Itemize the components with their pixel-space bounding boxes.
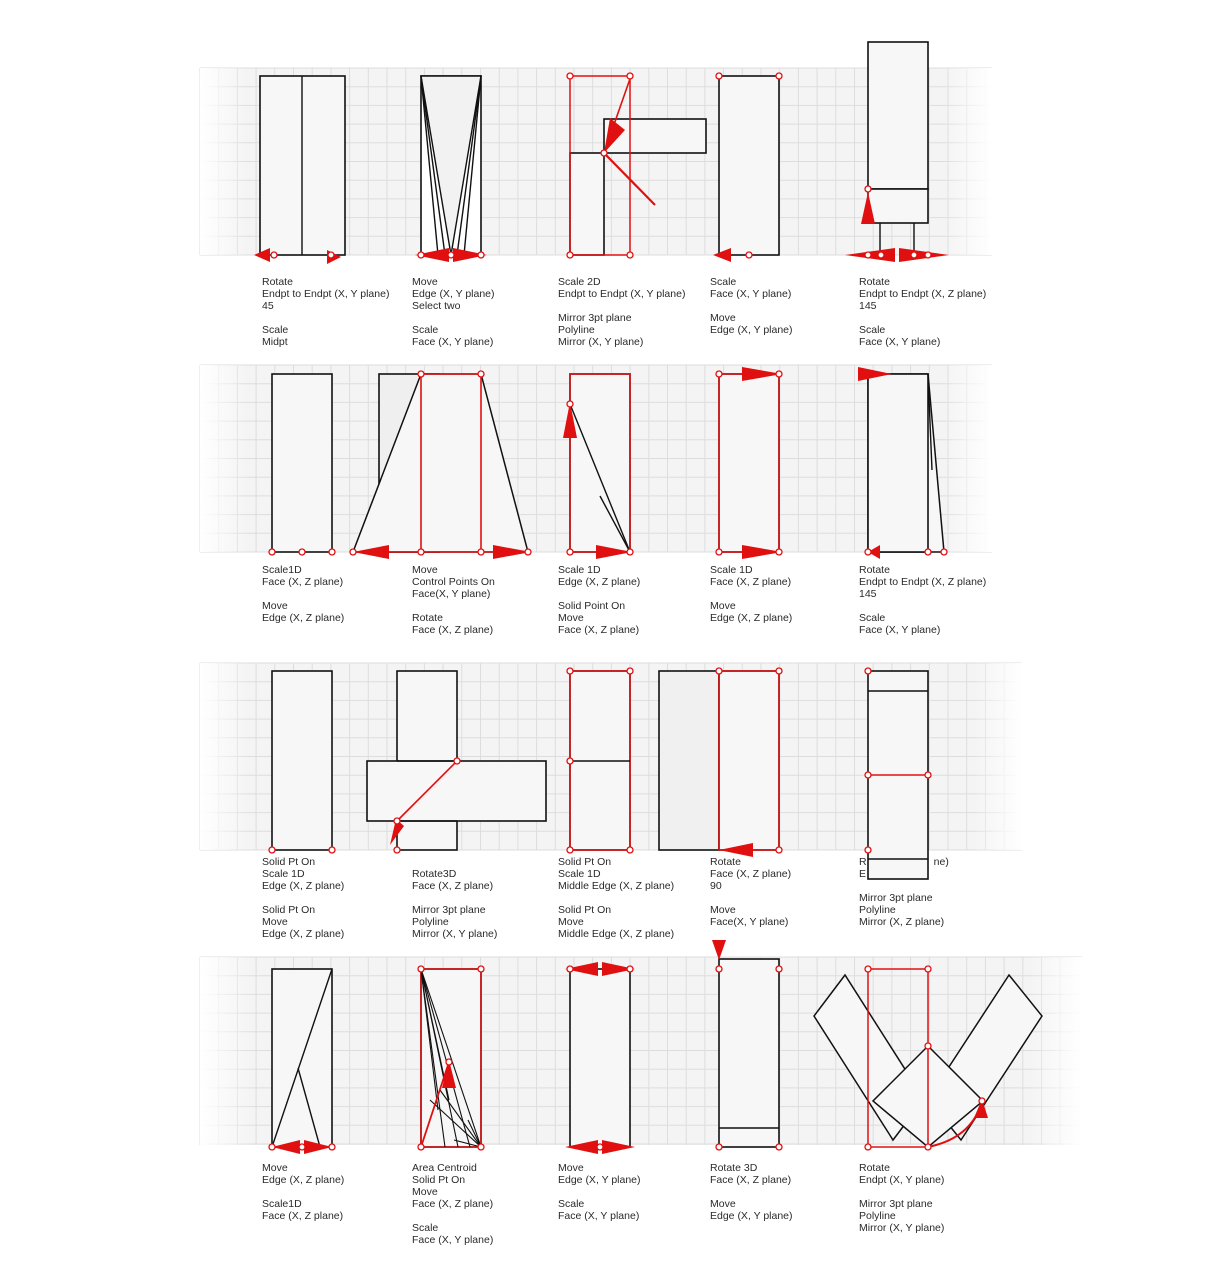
- control-point: [627, 549, 633, 555]
- caption-r1c4: Scale Face (X, Y plane) Move Edge (X, Y plane): [710, 276, 793, 336]
- control-point: [478, 252, 484, 258]
- block-face: [719, 671, 779, 850]
- control-point: [418, 549, 424, 555]
- block-face: [272, 374, 332, 552]
- control-point: [878, 252, 884, 258]
- control-point: [627, 966, 633, 972]
- caption-r2c4: Scale 1D Face (X, Z plane) Move Edge (X, Z plane): [710, 564, 793, 624]
- caption-r3c3: Solid Pt On Scale 1D Middle Edge (X, Z plane) Solid Pt On Move Middle Edge (X, Z plane): [558, 856, 675, 940]
- caption-r3c1: Solid Pt On Scale 1D Edge (X, Z plane) Solid Pt On Move Edge (X, Z plane): [262, 856, 345, 940]
- caption-r4c2: Area Centroid Solid Pt On Move Face (X, Z plane) Scale Face (X, Y plane): [412, 1162, 494, 1246]
- control-point: [925, 966, 931, 972]
- control-point: [350, 549, 356, 555]
- control-point: [567, 966, 573, 972]
- control-point: [941, 549, 947, 555]
- control-point: [269, 549, 275, 555]
- caption-r3c2: Rotate3D Face (X, Z plane) Mirror 3pt plane Polyline Mirror (X, Y plane): [412, 868, 498, 940]
- control-point: [567, 668, 573, 674]
- control-point: [776, 1144, 782, 1150]
- control-point: [418, 1144, 424, 1150]
- control-point: [269, 847, 275, 853]
- control-point: [716, 73, 722, 79]
- control-point: [567, 758, 573, 764]
- control-point: [329, 549, 335, 555]
- caption-r2c3: Scale 1D Edge (X, Z plane) Solid Point On Move Face (X, Z plane): [558, 564, 641, 636]
- block-face: [570, 969, 630, 1147]
- control-point: [448, 252, 454, 258]
- control-point: [925, 772, 931, 778]
- control-point: [601, 150, 607, 156]
- control-point: [776, 668, 782, 674]
- caption-r1c5: Rotate Endpt to Endpt (X, Z plane) 145 Scale Face (X, Y plane): [859, 276, 987, 348]
- control-point: [478, 1144, 484, 1150]
- control-point: [776, 371, 782, 377]
- control-point: [627, 668, 633, 674]
- control-point: [865, 772, 871, 778]
- control-point: [299, 1144, 305, 1150]
- control-point: [716, 1144, 722, 1150]
- caption-r2c1: Scale1D Face (X, Z plane) Move Edge (X, Z plane): [262, 564, 345, 624]
- caption-r4c1: Move Edge (X, Z plane) Scale1D Face (X, Z plane): [262, 1162, 345, 1222]
- block-face: [868, 374, 928, 552]
- control-point: [418, 371, 424, 377]
- control-point: [418, 966, 424, 972]
- control-point: [776, 847, 782, 853]
- control-point: [865, 1144, 871, 1150]
- caption-r3c5: R ne) E Mirror 3pt plane Polyline Mirror (X, Z plane): [859, 856, 949, 928]
- control-point: [865, 847, 871, 853]
- control-point: [925, 1043, 931, 1049]
- caption-r4c5: Rotate Endpt (X, Y plane) Mirror 3pt plane Polyline Mirror (X, Y plane): [859, 1162, 945, 1234]
- control-point: [329, 847, 335, 853]
- control-point: [716, 371, 722, 377]
- control-point: [865, 668, 871, 674]
- control-point: [627, 73, 633, 79]
- control-point: [299, 549, 305, 555]
- control-point: [865, 549, 871, 555]
- control-point: [328, 252, 334, 258]
- control-point: [394, 847, 400, 853]
- control-point: [776, 73, 782, 79]
- control-point: [567, 549, 573, 555]
- control-point: [746, 252, 752, 258]
- control-point: [454, 758, 460, 764]
- caption-r1c2: Move Edge (X, Y plane) Select two Scale Face (X, Y plane): [412, 276, 495, 348]
- control-point: [776, 966, 782, 972]
- control-point: [776, 549, 782, 555]
- block-face: [272, 671, 332, 850]
- block-face: [570, 153, 604, 255]
- block-face: [570, 374, 630, 552]
- control-point: [567, 252, 573, 258]
- control-point: [525, 549, 531, 555]
- control-point: [627, 252, 633, 258]
- control-point: [627, 847, 633, 853]
- control-point: [269, 1144, 275, 1150]
- control-point: [925, 1144, 931, 1150]
- control-point: [911, 252, 917, 258]
- control-point: [979, 1098, 985, 1104]
- control-point: [329, 1144, 335, 1150]
- caption-r2c2: Move Control Points On Face(X, Y plane) Rotate Face (X, Z plane): [412, 564, 495, 636]
- control-point: [394, 818, 400, 824]
- control-point: [716, 966, 722, 972]
- control-point: [925, 252, 931, 258]
- caption-r1c1: Rotate Endpt to Endpt (X, Y plane) 45 Scale Midpt: [262, 276, 390, 348]
- control-point: [567, 847, 573, 853]
- control-point: [478, 371, 484, 377]
- control-point: [478, 549, 484, 555]
- control-point: [418, 252, 424, 258]
- control-point: [865, 966, 871, 972]
- block-face: [719, 76, 779, 255]
- control-point: [865, 252, 871, 258]
- block-face: [719, 374, 779, 552]
- caption-r2c5: Rotate Endpt to Endpt (X, Z plane) 145 Scale Face (X, Y plane): [859, 564, 987, 636]
- block-face: [367, 761, 546, 821]
- control-point: [716, 549, 722, 555]
- control-point: [446, 1059, 452, 1065]
- control-point: [271, 252, 277, 258]
- control-point: [567, 401, 573, 407]
- control-point: [925, 549, 931, 555]
- block-face: [719, 959, 779, 1147]
- block-face: [868, 189, 928, 223]
- control-point: [478, 966, 484, 972]
- block-face: [868, 42, 928, 189]
- control-point: [716, 668, 722, 674]
- caption-r1c3: Scale 2D Endpt to Endpt (X, Y plane) Mirror 3pt plane Polyline Mirror (X, Y plane): [558, 276, 686, 348]
- caption-r4c3: Move Edge (X, Y plane) Scale Face (X, Y plane): [558, 1162, 641, 1222]
- caption-r3c4: Rotate Face (X, Z plane) 90 Move Face(X, Y plane): [710, 856, 792, 928]
- back-block: [659, 671, 719, 850]
- control-point: [597, 1144, 603, 1150]
- control-point: [567, 73, 573, 79]
- caption-r4c4: Rotate 3D Face (X, Z plane) Move Edge (X, Y plane): [710, 1162, 793, 1222]
- control-point: [865, 186, 871, 192]
